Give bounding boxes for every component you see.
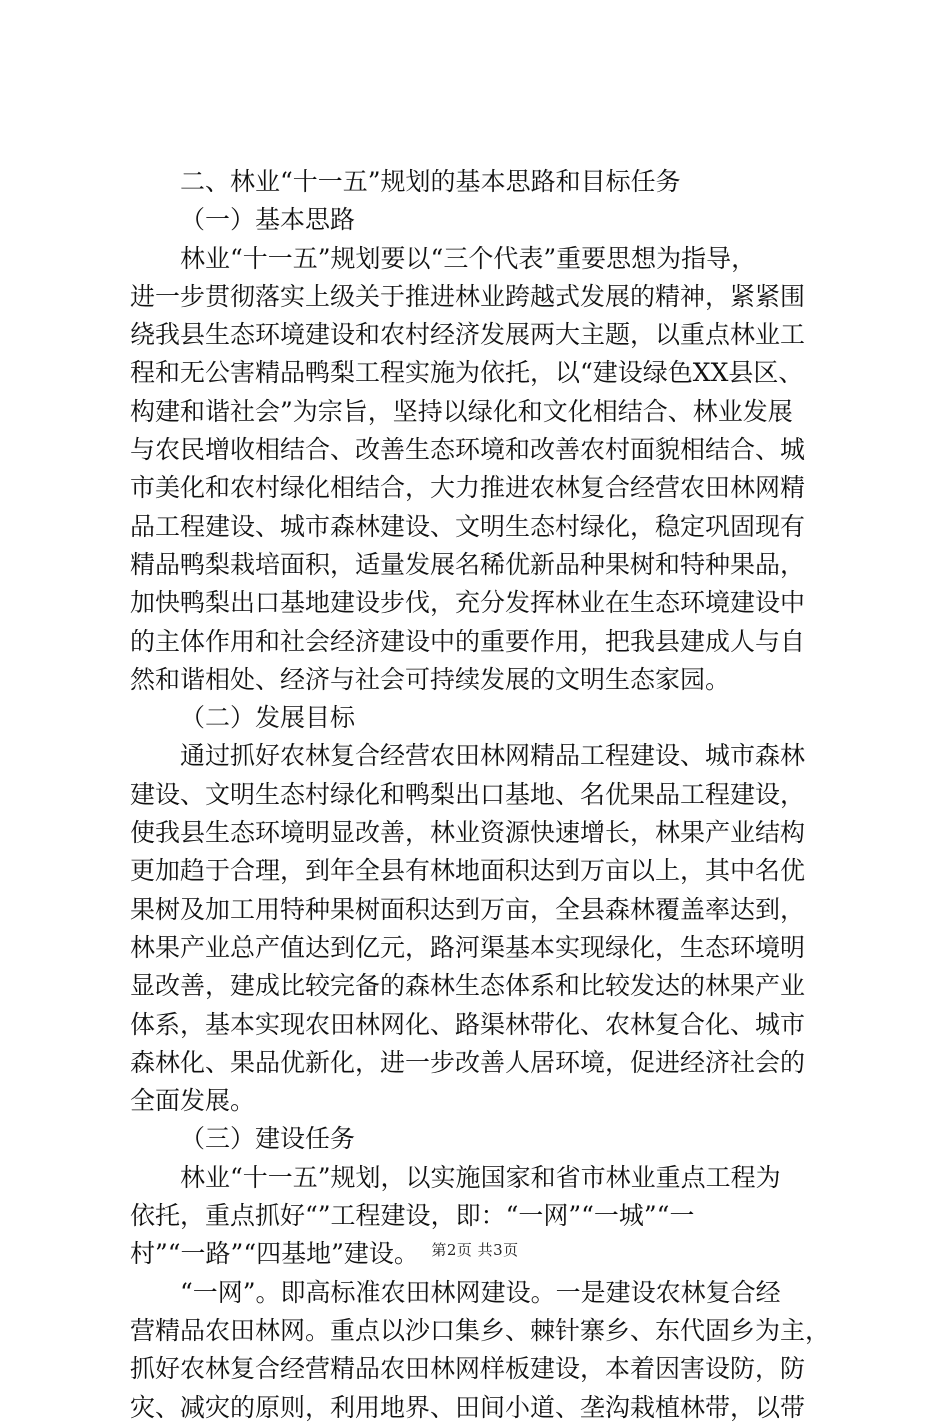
text-line: 然和谐相处、经济与社会可持续发展的文明生态家园。 [130, 664, 731, 694]
text-line: 全面发展。 [130, 1086, 256, 1116]
text-line: 精品鸭梨栽培面积，适量发展名稀优新品种果树和特种果品， [130, 549, 806, 579]
text-line: 品工程建设、城市森林建设、文明生态村绿化，稳定巩固现有 [130, 511, 806, 541]
text-line: 依托，重点抓好“”工程建设，即：“一网”“一城”“一 [130, 1201, 695, 1231]
text-line: 使我县生态环境明显改善，林业资源快速增长，林果产业结构 [130, 818, 806, 848]
text-line: 显改善，建成比较完备的森林生态体系和比较发达的林果产业 [130, 971, 806, 1001]
text-line: 林业“十一五”规划要以“三个代表”重要思想为指导， [180, 243, 757, 273]
text-line: 林业“十一五”规划，以实施国家和省市林业重点工程为 [180, 1162, 781, 1192]
section-heading: 二、林业“十一五”规划的基本思路和目标任务 [180, 167, 681, 196]
text-line: “一网”。即高标准农田林网建设。一是建设农林复合经 [180, 1277, 781, 1307]
text-line: 村”“一路”“四基地”建设。 [130, 1239, 419, 1269]
text-line: 程和无公害精品鸭梨工程实施为依托，以“建设绿色XX县区、 [130, 358, 804, 388]
text-line: 体系，基本实现农田林网化、路渠林带化、农林复合化、城市 [130, 1009, 806, 1039]
subsection-heading: （一）基本思路 [180, 205, 356, 235]
text-line: 市美化和农村绿化相结合，大力推进农林复合经营农田林网精 [130, 473, 806, 503]
text-line: 营精品农田林网。重点以沙口集乡、棘针寨乡、东代固乡为主， [130, 1315, 831, 1345]
text-line: 更加趋于合理，到年全县有林地面积达到万亩以上，其中名优 [130, 856, 806, 886]
text-line: 加快鸭梨出口基地建设步伐，充分发挥林业在生态环境建设中 [130, 588, 806, 618]
text-line: 建设、文明生态村绿化和鸭梨出口基地、名优果品工程建设， [130, 779, 806, 809]
text-line: 构建和谐社会”为宗旨，坚持以绿化和文化相结合、林业发展 [130, 396, 793, 426]
text-line: 抓好农林复合经营精品农田林网样板建设，本着因害设防，防 [130, 1354, 806, 1384]
text-line: 绕我县生态环境建设和农村经济发展两大主题，以重点林业工 [130, 320, 806, 350]
subsection-heading: （二）发展目标 [180, 703, 356, 733]
text-line: 与农民增收相结合、改善生态环境和改善农村面貌相结合、城 [130, 435, 806, 465]
text-line: 进一步贯彻落实上级关于推进林业跨越式发展的精神，紧紧围 [130, 281, 806, 311]
text-line: 果树及加工用特种果树面积达到万亩，全县森林覆盖率达到， [130, 894, 806, 924]
text-line: 灾、减灾的原则，利用地界、田间小道、垄沟栽植林带，以带 [130, 1392, 806, 1422]
text-line: 林果产业总产值达到亿元，路河渠基本实现绿化，生态环境明 [130, 932, 806, 962]
page-footer: 第2页 共3页 [431, 1241, 519, 1259]
text-line: 森林化、果品优新化，进一步改善人居环境，促进经济社会的 [130, 1047, 806, 1077]
text-line: 通过抓好农林复合经营农田林网精品工程建设、城市森林 [180, 741, 806, 771]
subsection-heading: （三）建设任务 [180, 1124, 356, 1154]
text-line: 的主体作用和社会经济建设中的重要作用，把我县建成人与自 [130, 626, 806, 656]
document-body [130, 163, 830, 1427]
